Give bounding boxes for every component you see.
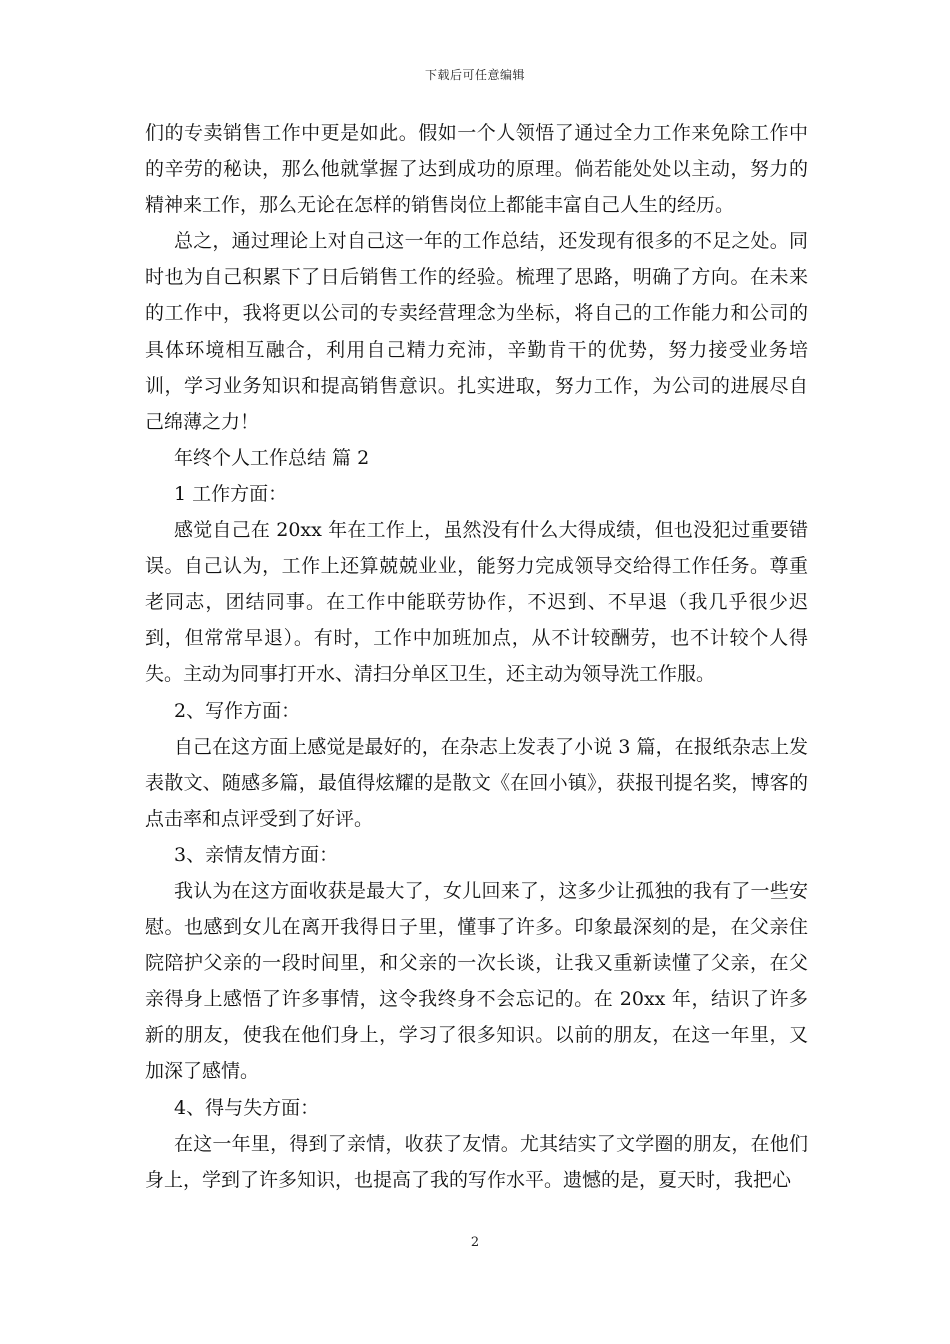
paragraph-work: 感觉自己在 20xx 年在工作上，虽然没有什么大得成绩，但也没犯过重要错误。自己认为，工作上还算兢兢业业，能努力完成领导交给得工作任务。尊重老同志，团结同事。在工作中能联劳协作，不迟到、不早退（我几乎很少迟到，但常常早退）。有时，工作中加班加点，从不计较酬劳，也不计较个人得失。主动为同事打开水、清扫分单区卫生，还主动为领导洗工作服。	[145, 519, 808, 686]
page-number: 2	[470, 1235, 480, 1250]
page-header: 下载后可任意编辑	[424, 68, 525, 82]
section-heading-work: 1 工作方面：	[174, 482, 288, 505]
section-heading-family: 3、亲情友情方面：	[174, 843, 339, 866]
section-heading-gains: 4、得与失方面：	[174, 1096, 320, 1119]
paragraph-gains: 在这一年里，得到了亲情，收获了友情。尤其结实了文学圈的朋友，在他们身上，学到了许多知识，也提高了我的写作水平。遗憾的是，夏天时，我把心	[145, 1132, 808, 1191]
document-body	[145, 115, 808, 1198]
paragraph-continuation: 们的专卖销售工作中更是如此。假如一个人领悟了通过全力工作来免除工作中的辛劳的秘诀，那么他就掌握了达到成功的原理。倘若能处处以主动，努力的精神来工作，那么无论在怎样的销售岗位上都能丰富自己人生的经历。	[145, 122, 808, 217]
paragraph-summary: 总之，通过理论上对自己这一年的工作总结，还发现有很多的不足之处。同时也为自己积累下了日后销售工作的经验。梳理了思路，明确了方向。在未来的工作中，我将更以公司的专卖经营理念为坐标，将自己的工作能力和公司的具体环境相互融合，利用自己精力充沛，辛勤肯干的优势，努力接受业务培训，学习业务知识和提高销售意识。扎实进取，努力工作，为公司的进展尽自己绵薄之力！	[145, 230, 808, 433]
paragraph-family: 我认为在这方面收获是最大了，女儿回来了，这多少让孤独的我有了一些安慰。也感到女儿在离开我得日子里，懂事了许多。印象最深刻的是，在父亲住院陪护父亲的一段时间里，和父亲的一次长谈，让我又重新读懂了父亲，在父亲得身上感悟了许多事情，这令我终身不会忘记的。在 20xx 年，结识了许多新的朋友，使我在他们身上，学习了很多知识。以前的朋友，在这一年里，又加深了感情。	[145, 879, 808, 1083]
section-heading-writing: 2、写作方面：	[174, 699, 301, 722]
section-title: 年终个人工作总结 篇 2	[174, 446, 370, 469]
paragraph-writing: 自己在这方面上感觉是最好的，在杂志上发表了小说 3 篇，在报纸杂志上发表散文、随感多篇，最值得炫耀的是散文《在回小镇》，获报刊提名奖，博客的点击率和点评受到了好评。	[145, 735, 808, 830]
